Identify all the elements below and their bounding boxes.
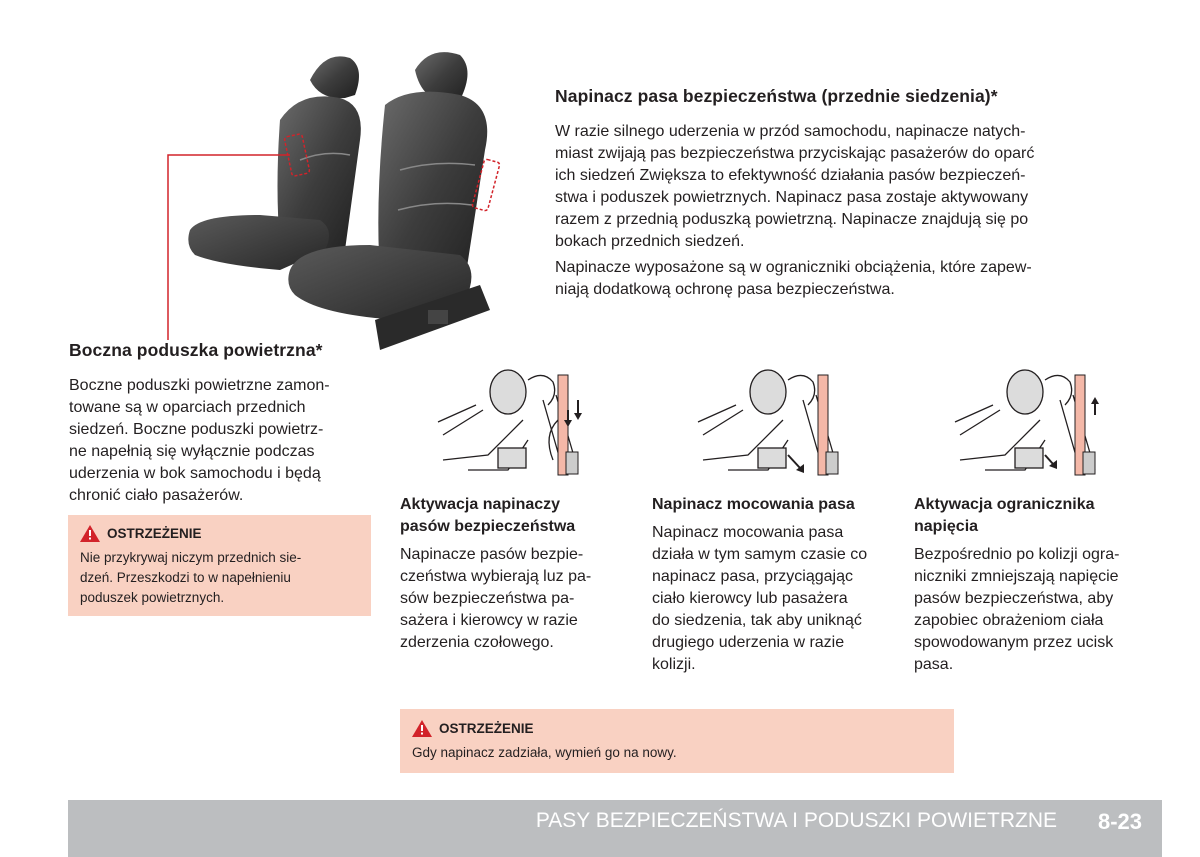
text-line: napinacz pasa, przyciągając — [652, 568, 854, 585]
text-line: siedzeń. Boczne poduszki powietrz- — [69, 421, 324, 438]
text-line: niczniki zmniejszają napięcie — [914, 568, 1119, 585]
text-line: miast zwijają pas bezpieczeństwa przyciskając pasażerów do oparć — [555, 145, 1035, 162]
pretensioner-title: Napinacz pasa bezpieczeństwa (przednie siedzenia)* — [555, 86, 998, 106]
text-line: bokach przednich siedzeń. — [555, 233, 745, 250]
page-footer — [68, 800, 1162, 857]
text-line: działa w tym samym czasie co — [652, 546, 868, 563]
airbag-text — [69, 375, 371, 507]
warning-label: OSTRZEŻENIE — [107, 526, 202, 541]
text-line: stwa i poduszek powietrznych. Napinacz pasa zostaje aktywowany — [555, 189, 1029, 206]
pretensioner-para2 — [555, 257, 1093, 301]
warning-heading — [412, 720, 942, 737]
text-line: do siedzenia, tak aby uniknąć — [652, 612, 862, 629]
column-title-line: pasów bezpieczeństwa — [400, 518, 576, 535]
text-line: ciało kierowcy lub pasażera — [652, 590, 848, 607]
text-line: ich siedzeń Zwiększa to efektywność działania pasów bezpieczeń- — [555, 167, 1026, 184]
warning-triangle-icon — [412, 720, 432, 737]
text-line: Bezpośrednio po kolizji ogra- — [914, 546, 1120, 563]
text-line: drugiego uderzenia w razie — [652, 634, 845, 651]
text-line: zapobiec obrażeniom ciała — [914, 612, 1104, 629]
airbag-leader-line — [160, 150, 300, 350]
pretensioner-para1 — [555, 121, 1093, 253]
text-line: Napinacz mocowania pasa — [652, 524, 844, 541]
warning-line: Gdy napinacz zadziała, wymień go na nowy. — [412, 745, 677, 760]
column-title-line: Napinacz mocowania pasa — [652, 496, 855, 513]
warning-triangle-icon — [80, 525, 100, 542]
text-line: towane są w oparciach przednich — [69, 399, 306, 416]
anchor-pretensioner-diagram — [688, 360, 858, 485]
warning-body — [80, 548, 359, 608]
warning-box-pretensioner — [400, 709, 954, 773]
column-anchor-pretensioner — [652, 494, 892, 676]
text-line: Napinacze wyposażone są w ograniczniki obciążenia, które zapew- — [555, 259, 1032, 276]
text-line: kolizji. — [652, 656, 696, 673]
section-title: PASY BEZPIECZEŃSTWA I PODUSZKI POWIETRZNE — [535, 809, 1057, 832]
text-line: czeństwa wybierają luz pa- — [400, 568, 592, 585]
column-load-limiter — [914, 494, 1146, 676]
text-line: Napinacze pasów bezpie- — [400, 546, 584, 563]
text-line: pasa. — [914, 656, 954, 673]
text-line: uderzenia w bok samochodu i będą — [69, 465, 321, 482]
column-belt-pretensioner — [400, 494, 630, 654]
text-line: sów bezpieczeństwa pa- — [400, 590, 575, 607]
text-line: ne napełnią się wyłącznie podczas — [69, 443, 315, 460]
text-line: sażera i kierowcy w razie — [400, 612, 578, 629]
column-title-line: napięcia — [914, 518, 979, 535]
warning-line: Nie przykrywaj niczym przednich sie- — [80, 550, 302, 565]
text-line: W razie silnego uderzenia w przód samochodu, napinacze natych- — [555, 123, 1026, 140]
text-line: chronić ciało pasażerów. — [69, 487, 244, 504]
load-limiter-diagram — [945, 360, 1115, 485]
text-line: Boczne poduszki powietrzne zamon- — [69, 377, 330, 394]
warning-heading — [80, 525, 359, 542]
column-title-line: Aktywacja napinaczy — [400, 496, 561, 513]
text-line: spowodowanym przez ucisk — [914, 634, 1114, 651]
page-number: 8-23 — [1097, 809, 1142, 834]
text-line: pasów bezpieczeństwa, aby — [914, 590, 1114, 607]
warning-box-airbag — [68, 515, 371, 616]
warning-line: dzeń. Przeszkodzi to w napełnieniu — [80, 570, 291, 585]
text-line: niają dodatkową ochronę pasa bezpieczeństwa. — [555, 281, 895, 298]
airbag-title: Boczna poduszka powietrzna* — [69, 340, 323, 360]
belt-pretensioner-diagram — [428, 360, 598, 485]
text-line: razem z przednią poduszką powietrzną. Napinacze znajdują się po — [555, 211, 1029, 228]
warning-line: poduszek powietrznych. — [80, 590, 225, 605]
column-title-line: Aktywacja ogranicznika — [914, 496, 1095, 513]
text-line: zderzenia czołowego. — [400, 634, 554, 651]
warning-label: OSTRZEŻENIE — [439, 721, 534, 736]
